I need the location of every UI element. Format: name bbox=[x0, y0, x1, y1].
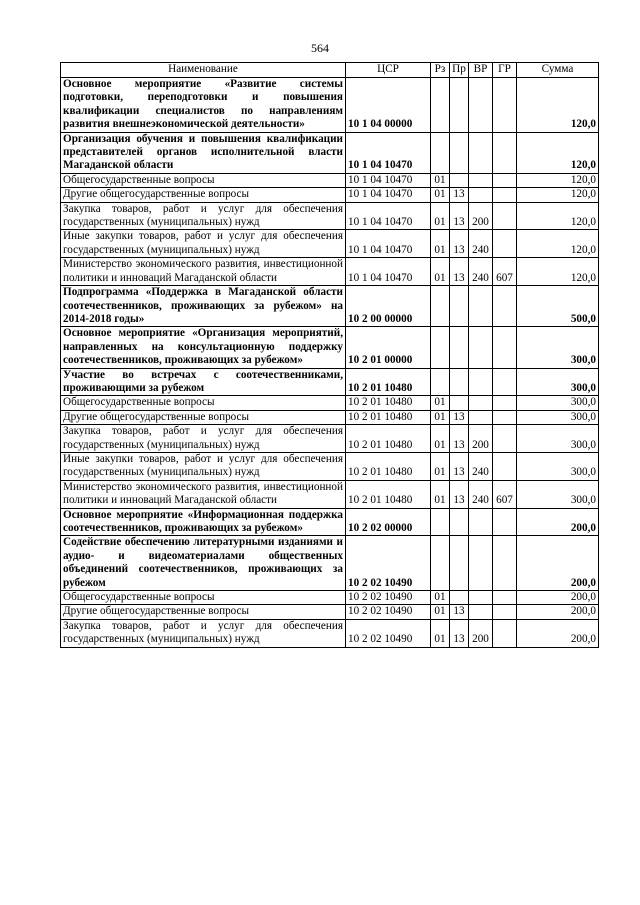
cell-name: Участие во встречах с соотечественниками, проживающими за рубежом bbox=[61, 368, 346, 396]
column-header-rz: Рз bbox=[431, 63, 450, 78]
cell-gr bbox=[493, 327, 517, 368]
cell-pr bbox=[450, 286, 469, 327]
cell-pr: 13 bbox=[450, 202, 469, 230]
cell-pr bbox=[450, 536, 469, 591]
cell-csr: 10 1 04 10470 bbox=[346, 202, 431, 230]
cell-csr: 10 1 04 00000 bbox=[346, 78, 431, 133]
cell-pr: 13 bbox=[450, 619, 469, 647]
cell-pr bbox=[450, 508, 469, 536]
cell-pr bbox=[450, 78, 469, 133]
cell-vr bbox=[469, 173, 493, 187]
cell-gr bbox=[493, 230, 517, 258]
cell-rz bbox=[431, 327, 450, 368]
cell-rz: 01 bbox=[431, 591, 450, 605]
cell-name: Другие общегосударственные вопросы bbox=[61, 605, 346, 619]
cell-vr bbox=[469, 327, 493, 368]
cell-vr bbox=[469, 188, 493, 202]
cell-sum: 300,0 bbox=[517, 425, 599, 453]
cell-pr: 13 bbox=[450, 480, 469, 508]
cell-vr bbox=[469, 368, 493, 396]
table-row bbox=[61, 536, 599, 591]
cell-name: Содействие обеспечению литературными изданиями и аудио- и видеоматериалами общественных объединений соотечественников, проживающих за рубежом bbox=[61, 536, 346, 591]
cell-sum: 300,0 bbox=[517, 368, 599, 396]
cell-vr bbox=[469, 132, 493, 173]
cell-gr bbox=[493, 368, 517, 396]
cell-vr: 200 bbox=[469, 202, 493, 230]
cell-csr: 10 2 01 10480 bbox=[346, 410, 431, 424]
cell-gr bbox=[493, 188, 517, 202]
cell-pr bbox=[450, 173, 469, 187]
cell-gr bbox=[493, 173, 517, 187]
cell-pr bbox=[450, 132, 469, 173]
cell-name: Основное мероприятие «Организация мероприятий, направленных на консультационную поддержку соотечественников, проживающих за рубежом» bbox=[61, 327, 346, 368]
cell-name: Другие общегосударственные вопросы bbox=[61, 410, 346, 424]
cell-pr bbox=[450, 591, 469, 605]
cell-rz bbox=[431, 368, 450, 396]
cell-gr bbox=[493, 410, 517, 424]
table-row bbox=[61, 327, 599, 368]
cell-csr: 10 1 04 10470 bbox=[346, 132, 431, 173]
cell-rz: 01 bbox=[431, 480, 450, 508]
cell-rz: 01 bbox=[431, 188, 450, 202]
cell-rz bbox=[431, 132, 450, 173]
cell-sum: 300,0 bbox=[517, 480, 599, 508]
cell-gr bbox=[493, 605, 517, 619]
cell-csr: 10 2 01 10480 bbox=[346, 425, 431, 453]
cell-csr: 10 2 02 10490 bbox=[346, 605, 431, 619]
cell-sum: 200,0 bbox=[517, 508, 599, 536]
cell-csr: 10 1 04 10470 bbox=[346, 230, 431, 258]
cell-csr: 10 2 02 10490 bbox=[346, 536, 431, 591]
cell-name: Иные закупки товаров, работ и услуг для обеспечения государственных (муниципальных) нужд bbox=[61, 452, 346, 480]
cell-csr: 10 2 02 00000 bbox=[346, 508, 431, 536]
cell-rz: 01 bbox=[431, 425, 450, 453]
cell-rz: 01 bbox=[431, 605, 450, 619]
cell-sum: 120,0 bbox=[517, 173, 599, 187]
page-number: 564 bbox=[311, 41, 329, 55]
cell-csr: 10 2 01 10480 bbox=[346, 452, 431, 480]
table-row bbox=[61, 410, 599, 424]
cell-csr: 10 1 04 10470 bbox=[346, 258, 431, 286]
cell-sum: 300,0 bbox=[517, 327, 599, 368]
table-row bbox=[61, 132, 599, 173]
cell-gr bbox=[493, 425, 517, 453]
cell-gr bbox=[493, 78, 517, 133]
table-row bbox=[61, 258, 599, 286]
table-row bbox=[61, 188, 599, 202]
table-row bbox=[61, 605, 599, 619]
cell-sum: 120,0 bbox=[517, 188, 599, 202]
cell-rz: 01 bbox=[431, 258, 450, 286]
table-row bbox=[61, 78, 599, 133]
cell-rz: 01 bbox=[431, 173, 450, 187]
cell-gr: 607 bbox=[493, 258, 517, 286]
budget-table bbox=[60, 62, 599, 648]
cell-rz bbox=[431, 508, 450, 536]
cell-vr: 240 bbox=[469, 258, 493, 286]
cell-rz: 01 bbox=[431, 452, 450, 480]
cell-name: Закупка товаров, работ и услуг для обеспечения государственных (муниципальных) нужд bbox=[61, 202, 346, 230]
table-row bbox=[61, 173, 599, 187]
table-row bbox=[61, 591, 599, 605]
cell-vr bbox=[469, 410, 493, 424]
table-row bbox=[61, 480, 599, 508]
cell-sum: 200,0 bbox=[517, 605, 599, 619]
cell-sum: 200,0 bbox=[517, 536, 599, 591]
cell-sum: 120,0 bbox=[517, 230, 599, 258]
table-row bbox=[61, 202, 599, 230]
cell-sum: 300,0 bbox=[517, 410, 599, 424]
cell-csr: 10 2 01 10480 bbox=[346, 480, 431, 508]
table-row bbox=[61, 452, 599, 480]
cell-pr: 13 bbox=[450, 230, 469, 258]
cell-sum: 500,0 bbox=[517, 286, 599, 327]
cell-csr: 10 2 01 10480 bbox=[346, 368, 431, 396]
cell-rz bbox=[431, 536, 450, 591]
cell-vr: 240 bbox=[469, 230, 493, 258]
cell-vr: 200 bbox=[469, 425, 493, 453]
cell-gr bbox=[493, 132, 517, 173]
cell-pr: 13 bbox=[450, 605, 469, 619]
cell-csr: 10 2 02 10490 bbox=[346, 591, 431, 605]
cell-pr bbox=[450, 368, 469, 396]
cell-csr: 10 2 01 10480 bbox=[346, 396, 431, 410]
cell-name: Подпрограмма «Поддержка в Магаданской области соотечественников, проживающих за рубежом» на 2014-2018 годы» bbox=[61, 286, 346, 327]
cell-csr: 10 2 00 00000 bbox=[346, 286, 431, 327]
cell-csr: 10 2 01 00000 bbox=[346, 327, 431, 368]
cell-sum: 120,0 bbox=[517, 202, 599, 230]
cell-pr: 13 bbox=[450, 425, 469, 453]
cell-vr: 240 bbox=[469, 452, 493, 480]
cell-pr bbox=[450, 327, 469, 368]
table-body bbox=[61, 78, 599, 648]
cell-gr bbox=[493, 286, 517, 327]
cell-name: Основное мероприятие «Развитие системы подготовки, переподготовки и повышения квалификации специалистов по направлениям развития внешнеэкономической деятельности» bbox=[61, 78, 346, 133]
column-header-sum: Сумма bbox=[517, 63, 599, 78]
cell-sum: 120,0 bbox=[517, 258, 599, 286]
cell-sum: 120,0 bbox=[517, 132, 599, 173]
table-header-row bbox=[61, 63, 599, 78]
cell-sum: 200,0 bbox=[517, 619, 599, 647]
cell-vr bbox=[469, 286, 493, 327]
cell-name: Основное мероприятие «Информационная поддержка соотечественников, проживающих за рубежом» bbox=[61, 508, 346, 536]
cell-sum: 300,0 bbox=[517, 452, 599, 480]
table-row bbox=[61, 230, 599, 258]
cell-rz: 01 bbox=[431, 202, 450, 230]
cell-name: Закупка товаров, работ и услуг для обеспечения государственных (муниципальных) нужд bbox=[61, 425, 346, 453]
cell-pr: 13 bbox=[450, 410, 469, 424]
cell-rz bbox=[431, 78, 450, 133]
cell-vr bbox=[469, 605, 493, 619]
cell-vr: 200 bbox=[469, 619, 493, 647]
cell-vr bbox=[469, 396, 493, 410]
column-header-gr: ГР bbox=[493, 63, 517, 78]
cell-csr: 10 1 04 10470 bbox=[346, 173, 431, 187]
table-row bbox=[61, 425, 599, 453]
cell-gr bbox=[493, 396, 517, 410]
cell-vr: 240 bbox=[469, 480, 493, 508]
cell-name: Другие общегосударственные вопросы bbox=[61, 188, 346, 202]
column-header-pr: Пр bbox=[450, 63, 469, 78]
cell-gr bbox=[493, 202, 517, 230]
cell-gr bbox=[493, 591, 517, 605]
cell-name: Общегосударственные вопросы bbox=[61, 591, 346, 605]
cell-vr bbox=[469, 508, 493, 536]
cell-name: Организация обучения и повышения квалификации представителей органов исполнительной власти Магаданской области bbox=[61, 132, 346, 173]
cell-gr bbox=[493, 619, 517, 647]
column-header-csr: ЦСР bbox=[346, 63, 431, 78]
table-row bbox=[61, 508, 599, 536]
cell-csr: 10 2 02 10490 bbox=[346, 619, 431, 647]
cell-sum: 200,0 bbox=[517, 591, 599, 605]
cell-pr: 13 bbox=[450, 258, 469, 286]
cell-gr bbox=[493, 508, 517, 536]
cell-rz bbox=[431, 286, 450, 327]
cell-name: Закупка товаров, работ и услуг для обеспечения государственных (муниципальных) нужд bbox=[61, 619, 346, 647]
cell-rz: 01 bbox=[431, 619, 450, 647]
table-row bbox=[61, 368, 599, 396]
cell-sum: 300,0 bbox=[517, 396, 599, 410]
cell-vr bbox=[469, 536, 493, 591]
cell-pr: 13 bbox=[450, 452, 469, 480]
column-header-vr: ВР bbox=[469, 63, 493, 78]
cell-name: Министерство экономического развития, инвестиционной политики и инноваций Магаданской области bbox=[61, 258, 346, 286]
cell-rz: 01 bbox=[431, 410, 450, 424]
cell-name: Министерство экономического развития, инвестиционной политики и инноваций Магаданской области bbox=[61, 480, 346, 508]
table-row bbox=[61, 396, 599, 410]
cell-gr: 607 bbox=[493, 480, 517, 508]
cell-pr bbox=[450, 396, 469, 410]
cell-rz: 01 bbox=[431, 230, 450, 258]
column-header-name: Наименование bbox=[61, 63, 346, 78]
cell-pr: 13 bbox=[450, 188, 469, 202]
cell-gr bbox=[493, 452, 517, 480]
cell-name: Иные закупки товаров, работ и услуг для обеспечения государственных (муниципальных) нужд bbox=[61, 230, 346, 258]
cell-rz: 01 bbox=[431, 396, 450, 410]
cell-vr bbox=[469, 591, 493, 605]
cell-sum: 120,0 bbox=[517, 78, 599, 133]
table-row bbox=[61, 286, 599, 327]
cell-name: Общегосударственные вопросы bbox=[61, 173, 346, 187]
table-row bbox=[61, 619, 599, 647]
cell-csr: 10 1 04 10470 bbox=[346, 188, 431, 202]
cell-name: Общегосударственные вопросы bbox=[61, 396, 346, 410]
cell-vr bbox=[469, 78, 493, 133]
cell-gr bbox=[493, 536, 517, 591]
